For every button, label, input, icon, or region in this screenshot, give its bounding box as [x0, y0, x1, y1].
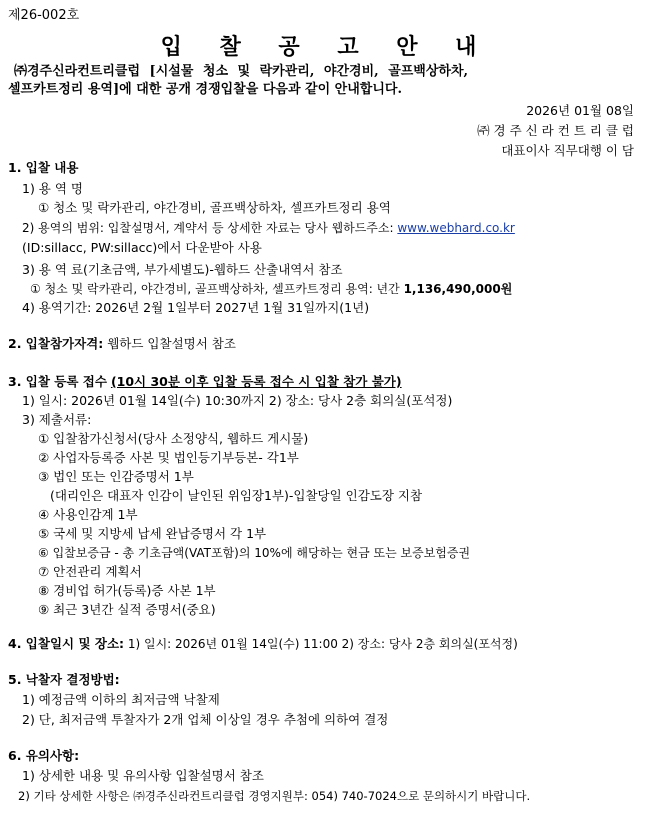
service-name-value: ① 청소 및 락카관리, 야간경비, 골프백상하차, 셀프카트정리 용역 [38, 200, 391, 215]
section-2-text: 웹하드 입찰설명서 참조 [103, 336, 236, 351]
section-4-text: 1) 일시: 2026년 01월 14일(수) 11:00 2) 장소: 당사 2층 회의실(포석정) [124, 637, 518, 651]
note-1: 1) 상세한 내용 및 유의사항 입찰설명서 참조 [22, 768, 264, 783]
document-item: ④ 사용인감계 1부 [38, 507, 138, 522]
award-method-1: 1) 예정금액 이하의 최저금액 낙찰제 [22, 692, 220, 707]
registration-time-place: 1) 일시: 2026년 01월 14일(수) 10:30까지 2) 장소: 당사 2층 회의실(포석정) [22, 393, 453, 408]
section-4-heading: 4. 입찰일시 및 장소: [8, 636, 125, 651]
section-3-heading: 3. 입찰 등록 접수 [8, 374, 107, 389]
award-method-2: 2) 단, 최저금액 투찰자가 2개 업체 이상일 경우 추첨에 의하여 결정 [22, 712, 389, 727]
document-item: ⑧ 경비업 허가(등록)증 사본 1부 [38, 583, 216, 598]
service-period: 4) 용역기간: 2026년 2월 1일부터 2027년 1월 31일까지(1년) [22, 300, 370, 315]
intro-line-2: 셀프카트정리 용역]에 대한 공개 경쟁입찰을 다음과 같이 안내합니다. [8, 82, 402, 97]
registration-deadline-notice: (10시 30분 이후 입찰 등록 접수 시 입찰 참가 불가) [110, 374, 402, 389]
section-5-heading: 5. 낙찰자 결정방법: [8, 672, 120, 687]
document-item: ① 입찰참가신청서(당사 소정양식, 웹하드 게시물) [38, 431, 309, 446]
document-item: ⑤ 국세 및 지방세 납세 완납증명서 각 1부 [38, 526, 267, 541]
service-scope-text: 2) 용역의 범위: 입찰설명서, 계약서 등 상세한 자료는 당사 웹하드주소: [22, 221, 398, 235]
webhard-credentials: (ID:sillacc, PW:sillacc)에서 다운받아 사용 [22, 240, 262, 255]
announcement-date: 2026년 01월 08일 [526, 103, 634, 118]
document-item: ② 사업자등록증 사본 및 법인등기부등본- 각1부 [38, 450, 299, 465]
company-name: ㈜ 경 주 신 라 컨 트 리 클 럽 [477, 123, 634, 138]
document-number: 제26-002호 [8, 8, 80, 23]
service-name-label: 1) 용 역 명 [22, 181, 83, 196]
service-fee-value [30, 281, 512, 297]
section-1-heading: 1. 입찰 내용 [8, 160, 79, 175]
webhard-link[interactable]: www.webhard.co.kr [397, 221, 515, 235]
section-2-heading: 2. 입찰참가자격: [8, 336, 104, 351]
intro-line-1: ㈜경주신라컨트리클럽 [시설물 청소 및 락카관리, 야간경비, 골프백상하차, [14, 64, 469, 79]
document-item: ⑥ 입찰보증금 - 총 기초금액(VAT포함)의 10%에 해당하는 현금 또는 보증보험증권 [38, 546, 471, 560]
required-documents-label: 3) 제출서류: [22, 412, 92, 427]
document-item: ⑨ 최근 3년간 실적 증명서(중요) [38, 602, 216, 617]
service-fee-amount: 1,136,490,000원 [403, 282, 513, 296]
service-fee-label: 3) 용 역 료(기초금액, 부가세별도)-웹하드 산출내역서 참조 [22, 262, 343, 277]
service-fee-text: ① 청소 및 락카관리, 야간경비, 골프백상하차, 셀프카트정리 용역: 년간 [30, 282, 404, 296]
note-2: 2) 기타 상세한 사항은 ㈜경주신라컨트리클럽 경영지원부: 054) 740-7024으로 문의하시기 바랍니다. [18, 789, 531, 803]
document-title: 입 찰 공 고 안 내 [160, 34, 492, 60]
document-item-note: (대리인은 대표자 인감이 날인된 위임장1부)-입찰당일 인감도장 지참 [50, 488, 423, 503]
section-3 [8, 374, 402, 390]
representative: 대표이사 직무대행 이 담 [501, 143, 634, 158]
service-scope [22, 220, 515, 236]
section-6-heading: 6. 유의사항: [8, 748, 80, 763]
section-4 [8, 636, 518, 652]
document-item: ③ 법인 또는 인감증명서 1부 [38, 469, 194, 484]
document-item: ⑦ 안전관리 계획서 [38, 564, 142, 579]
section-2 [8, 336, 236, 352]
